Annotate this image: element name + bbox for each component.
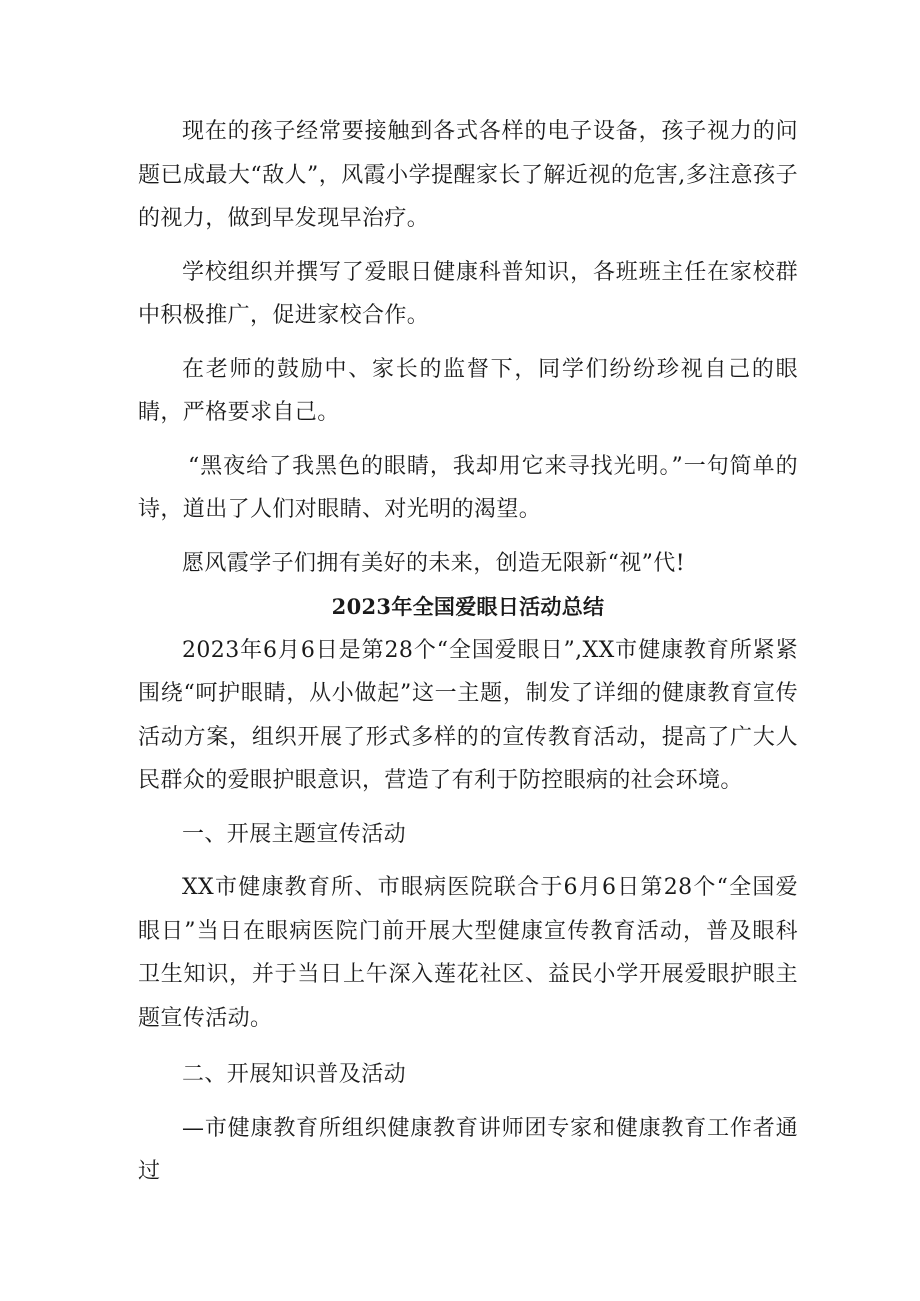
paragraph-activity-intro: 2023年6月6日是第28个“全国爱眼日”,XX市健康教育所紧紧围绕“呵护眼睛，从小做起”这一主题，制发了详细的健康教育宣传活动方案，组织开展了形式多样的的宣传教育活动，提高了广大人民群众的爱眼护眼意识，营造了有利于防控眼病的社会环境。 xyxy=(138,637,798,793)
document-body xyxy=(138,110,798,1194)
paragraph-eye-health-intro: 现在的孩子经常要接触到各式各样的电子设备，孩子视力的问题已成最大“敌人”，风霞小学提醒家长了解近视的危害,多注意孩子的视力，做到早发现早治疗。 xyxy=(138,119,798,231)
section-heading-theme-campaign: 一、开展主题宣传活动 xyxy=(182,821,407,847)
paragraph-closing-wish: 愿风霞学子们拥有美好的未来，创造无限新“视”代! xyxy=(182,550,685,576)
section-heading-knowledge-campaign: 二、开展知识普及活动 xyxy=(182,1062,407,1087)
paragraph-poem-quote: “黑夜给了我黑色的眼睛，我却用它来寻找光明。”一句简单的诗，道出了人们对眼睛、对光明的渴望。 xyxy=(138,453,798,522)
paragraph-school-knowledge: 学校组织并撰写了爱眼日健康科普知识，各班班主任在家校群中积极推广，促进家校合作。 xyxy=(138,259,798,328)
document-title: 2023年全国爱眼日活动总结 xyxy=(331,594,605,619)
paragraph-theme-campaign: XX市健康教育所、市眼病医院联合于6月6日第28个“全国爱眼日”当日在眼病医院门前开展大型健康宣传教育活动，普及眼科卫生知识，并于当日上午深入莲花社区、益民小学开展爱眼护眼主题宣传活动。 xyxy=(138,875,798,1031)
paragraph-students-cherish-eyes: 在老师的鼓励中、家长的监督下，同学们纷纷珍视自己的眼睛，严格要求自己。 xyxy=(138,356,798,425)
paragraph-knowledge-campaign: —市健康教育所组织健康教育讲师团专家和健康教育工作者通过 xyxy=(138,1115,798,1184)
